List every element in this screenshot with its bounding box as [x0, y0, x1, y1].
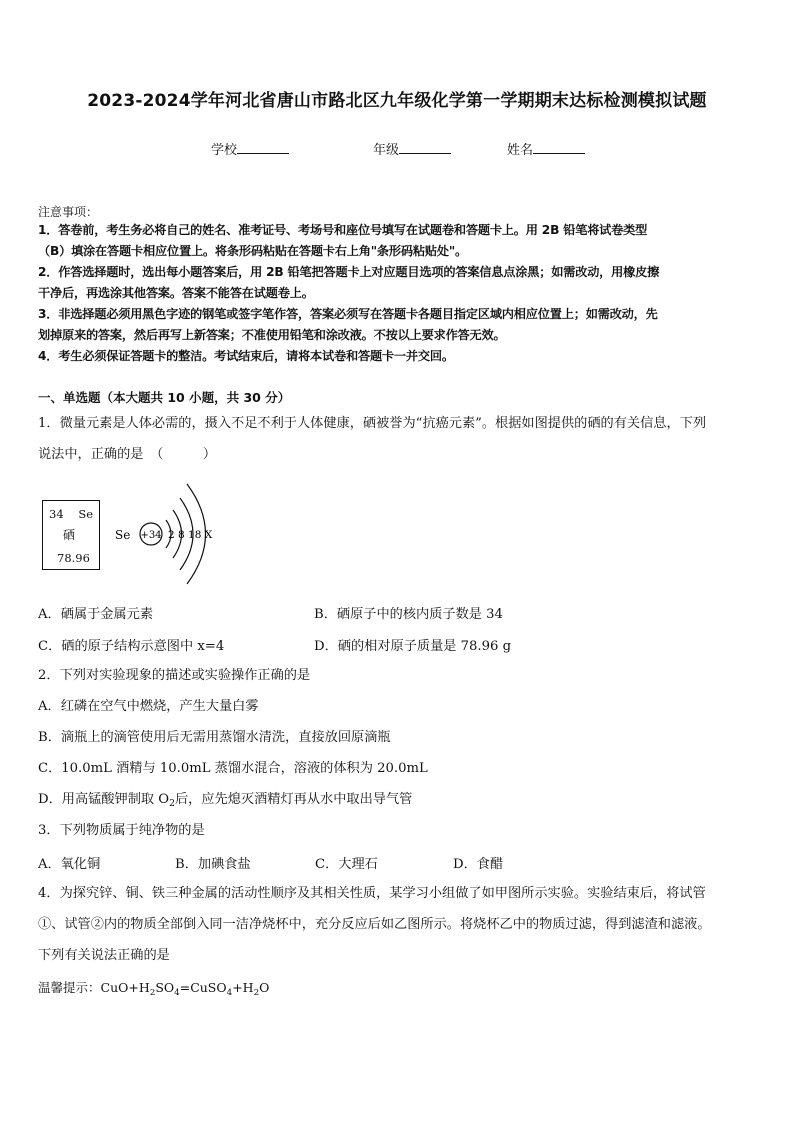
grade-label: 年级: [373, 143, 400, 158]
q2-option-b[interactable]: B．滴瓶上的滴管使用后无需用蒸馏水清洗，直接放回原滴瓶: [38, 730, 391, 745]
q2-option-d[interactable]: [38, 784, 758, 819]
hint-text: SO: [155, 980, 175, 995]
q4-stem-line2: ①、试管②内的物质全部倒入同一洁净烧杯中，充分反应后如乙图所示。将烧杯乙中的物质过滤，得到滤渣和滤液。: [38, 917, 711, 932]
school-blank: [237, 140, 289, 154]
school-label: 学校: [211, 143, 238, 158]
note-line: 3．非选择题必须用黑色字迹的钢笔或签字笔作答，答案必须写在答题卡各题目指定区域内相应位置上；如需改动，先: [38, 307, 658, 321]
atom-structure-diagram: [110, 478, 240, 590]
name-blank: [533, 140, 585, 154]
q1-stem-line1: 1．微量元素是人体必需的，摄入不足不利于人体健康，硒被誉为“抗癌元素”。根据如图提供的硒的有关信息，下列: [38, 416, 707, 431]
q1-option-a[interactable]: A．硒属于金属元素: [38, 607, 154, 622]
q4-stem-line1: 4．为探究锌、铜、铁三种金属的活动性顺序及其相关性质，某学习小组做了如甲图所示实验。实验结束后，将试管: [38, 886, 706, 901]
hint-text: +H: [232, 980, 254, 995]
q3-option-c[interactable]: C．大理石: [315, 857, 378, 872]
q4-stem-line3: 下列有关说法正确的是: [38, 948, 170, 963]
section-heading: 一、单选题（本大题共 10 小题，共 30 分）: [38, 390, 291, 405]
page-title: 2023-2024学年河北省唐山市路北区九年级化学第一学期期末达标检测模拟试题: [87, 91, 707, 111]
hint-text: 温馨提示：CuO+H: [38, 980, 150, 995]
note-line: （B）填涂在答题卡相应位置上。将条形码粘贴在答题卡右上角"条形码粘贴处"。: [38, 244, 467, 258]
q3-option-b[interactable]: B．加碘食盐: [175, 857, 251, 872]
q3-option-a[interactable]: A．氧化铜: [38, 857, 101, 872]
q1-option-c[interactable]: C．硒的原子结构示意图中 x=4: [38, 639, 225, 654]
q3-stem: 3．下列物质属于纯净物的是: [38, 823, 205, 838]
hint-text: =CuSO: [179, 980, 227, 995]
subscript: 2: [169, 798, 175, 809]
element-card: [42, 500, 100, 570]
note-line: 2．作答选择题时，选出每小题答案后，用 2B 铅笔把答题卡上对应题目选项的答案信息点涂黑；如需改动，用橡皮擦: [38, 265, 660, 279]
q3-option-d[interactable]: D．食醋: [453, 857, 504, 872]
shell-electrons: 2 8 18 X: [168, 529, 213, 541]
atom-symbol: Se: [115, 528, 131, 542]
q2-option-d-text: 后，应先熄灭酒精灯再从水中取出导气管: [174, 792, 413, 807]
q2-stem: 2．下列对实验现象的描述或实验操作正确的是: [38, 668, 311, 683]
subscript: 2: [149, 988, 156, 998]
q1-stem-line2: 说法中，正确的是 （ ）: [38, 447, 217, 462]
subscript: 4: [226, 988, 233, 998]
element-name: 硒: [63, 528, 76, 542]
q1-option-d[interactable]: D．硒的相对原子质量是 78.96 g: [314, 639, 512, 654]
note-line: 4．考生必须保证答题卡的整洁。考试结束后，请将本试卷和答题卡一并交回。: [38, 349, 454, 363]
note-line: 划掉原来的答案，然后再写上新答案；不准使用铅笔和涂改液。不按以上要求作答无效。: [38, 328, 506, 342]
subscript: 2: [253, 988, 260, 998]
subscript: 4: [174, 988, 180, 998]
q1-option-b[interactable]: B．硒原子中的核内质子数是 34: [314, 607, 503, 622]
q2-option-c[interactable]: C．10.0mL 酒精与 10.0mL 蒸馏水混合，溶液的体积为 20.0mL: [38, 761, 428, 776]
notes-heading: 注意事项：: [38, 205, 99, 219]
grade-field: [373, 139, 451, 158]
name-label: 姓名: [507, 143, 534, 158]
note-line: 干净后，再选涂其他答案。答案不能答在试题卷上。: [38, 286, 314, 300]
note-line: 1．答卷前，考生务必将自己的姓名、准考证号、考场号和座位号填写在试题卷和答题卡上。用 2B 铅笔将试卷类型: [38, 223, 648, 237]
nucleus-charge: +34: [140, 530, 162, 541]
element-symbol: Se: [78, 507, 93, 521]
element-mass: 78.96: [57, 551, 90, 565]
grade-blank: [399, 140, 451, 154]
hint-text: O: [259, 980, 270, 995]
q4-hint: [38, 972, 758, 1009]
element-number: 34: [49, 507, 64, 521]
q2-option-d-text: D．用高锰酸钾制取 O: [38, 792, 170, 807]
school-field: [211, 139, 289, 158]
q2-option-a[interactable]: A．红磷在空气中燃烧，产生大量白雾: [38, 699, 259, 714]
name-field: [507, 139, 585, 158]
